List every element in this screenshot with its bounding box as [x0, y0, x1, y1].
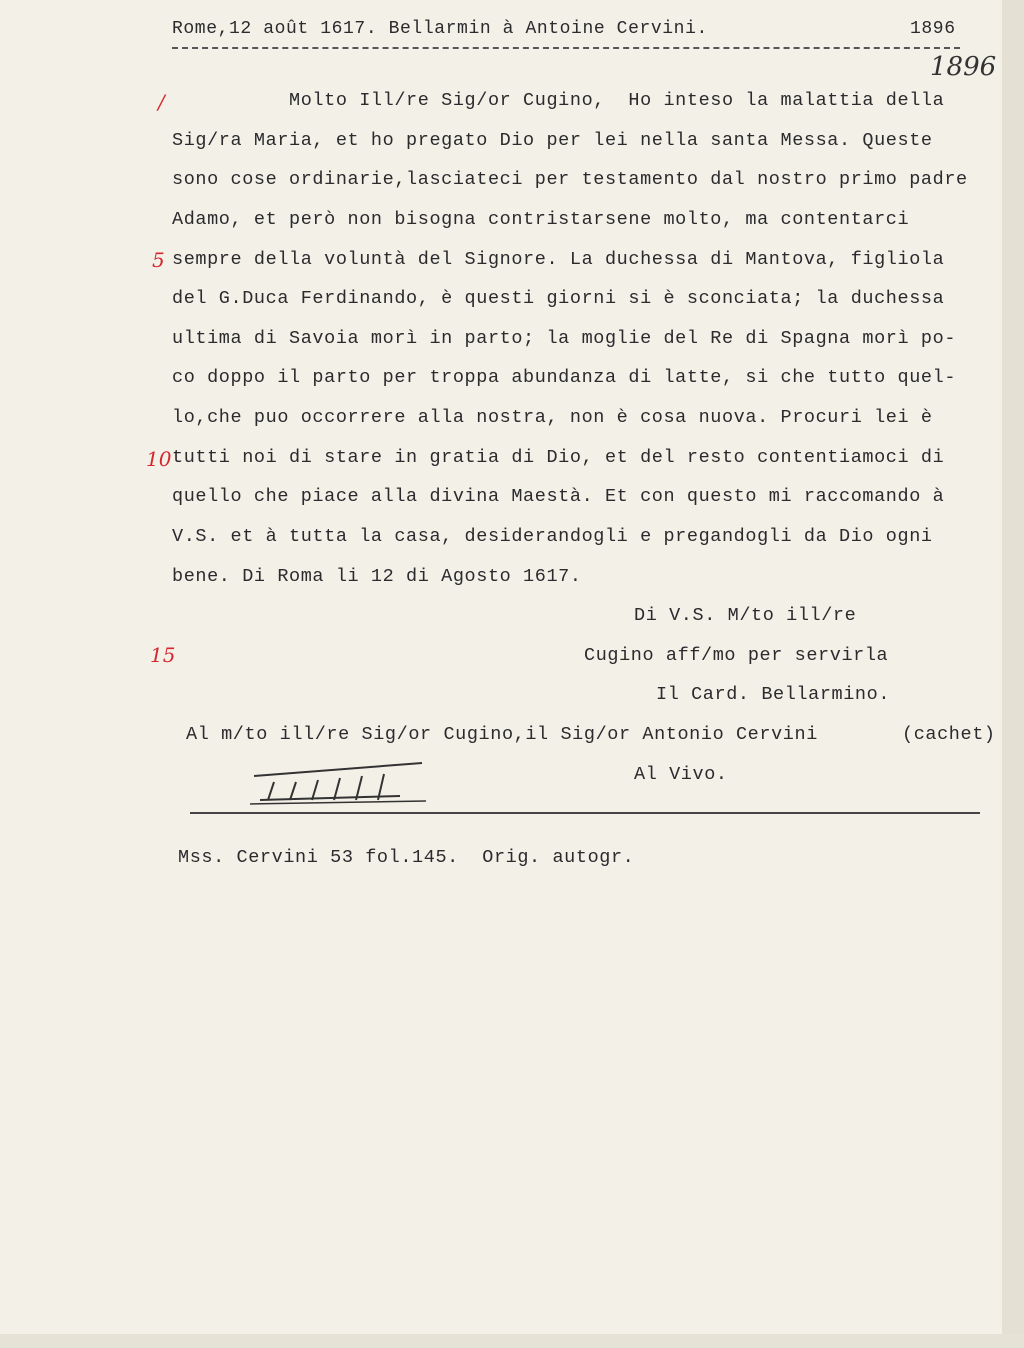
margin-number-1: /	[158, 90, 165, 114]
document-number: 1896	[910, 19, 956, 39]
margin-number-10: 10	[146, 447, 172, 471]
margin-number-15: 15	[150, 643, 176, 667]
paper-edge-bottom	[0, 1334, 1024, 1348]
source-reference: Mss. Cervini 53 fol.145. Orig. autogr.	[178, 847, 635, 868]
seal-note: (cachet)	[902, 724, 996, 745]
handwritten-number: 1896	[930, 52, 997, 82]
body-line: tutti noi di stare in gratia di Dio, et del resto contentiamoci di	[172, 447, 945, 468]
body-line: Adamo, et però non bisogna contristarsene molto, ma contentarci	[172, 209, 910, 230]
body-line: Molto Ill/re Sig/or Cugino, Ho inteso la malattia della	[172, 90, 945, 111]
body-line: bene. Di Roma li 12 di Agosto 1617.	[172, 566, 582, 587]
body-line: del G.Duca Ferdinando, è questi giorni si è sconciata; la duchessa	[172, 288, 945, 309]
paper-edge-right	[1002, 0, 1024, 1348]
body-line: sempre della voluntà del Signore. La duchessa di Mantova, figliola	[172, 249, 945, 270]
body-line: quello che piace alla divina Maestà. Et con questo mi raccomando à	[172, 486, 945, 507]
handwritten-strike-mark	[250, 760, 430, 806]
footer-divider	[190, 812, 980, 814]
header-divider	[172, 47, 960, 49]
document-header: Rome,12 août 1617. Bellarmin à Antoine Cervini.	[172, 19, 708, 39]
body-line: V.S. et à tutta la casa, desiderandogli e pregandogli da Dio ogni	[172, 526, 933, 547]
body-line: Sig/ra Maria, et ho pregato Dio per lei nella santa Messa. Queste	[172, 130, 933, 151]
al-vivo: Al Vivo.	[634, 764, 728, 785]
body-line: ultima di Savoia morì in parto; la moglie del Re di Spagna morì po-	[172, 328, 957, 349]
body-line: lo,che puo occorrere alla nostra, non è cosa nuova. Procuri lei è	[172, 407, 933, 428]
closing-salutation: Di V.S. M/to ill/re	[634, 605, 857, 626]
margin-number-5: 5	[152, 248, 165, 272]
body-line: sono cose ordinarie,lasciateci per testamento dal nostro primo padre	[172, 169, 968, 190]
closing-line: Cugino aff/mo per servirla	[584, 645, 889, 666]
address-line: Al m/to ill/re Sig/or Cugino,il Sig/or Antonio Cervini	[186, 724, 818, 745]
signature: Il Card. Bellarmino.	[656, 684, 891, 705]
body-line: co doppo il parto per troppa abundanza di latte, si che tutto quel-	[172, 367, 957, 388]
